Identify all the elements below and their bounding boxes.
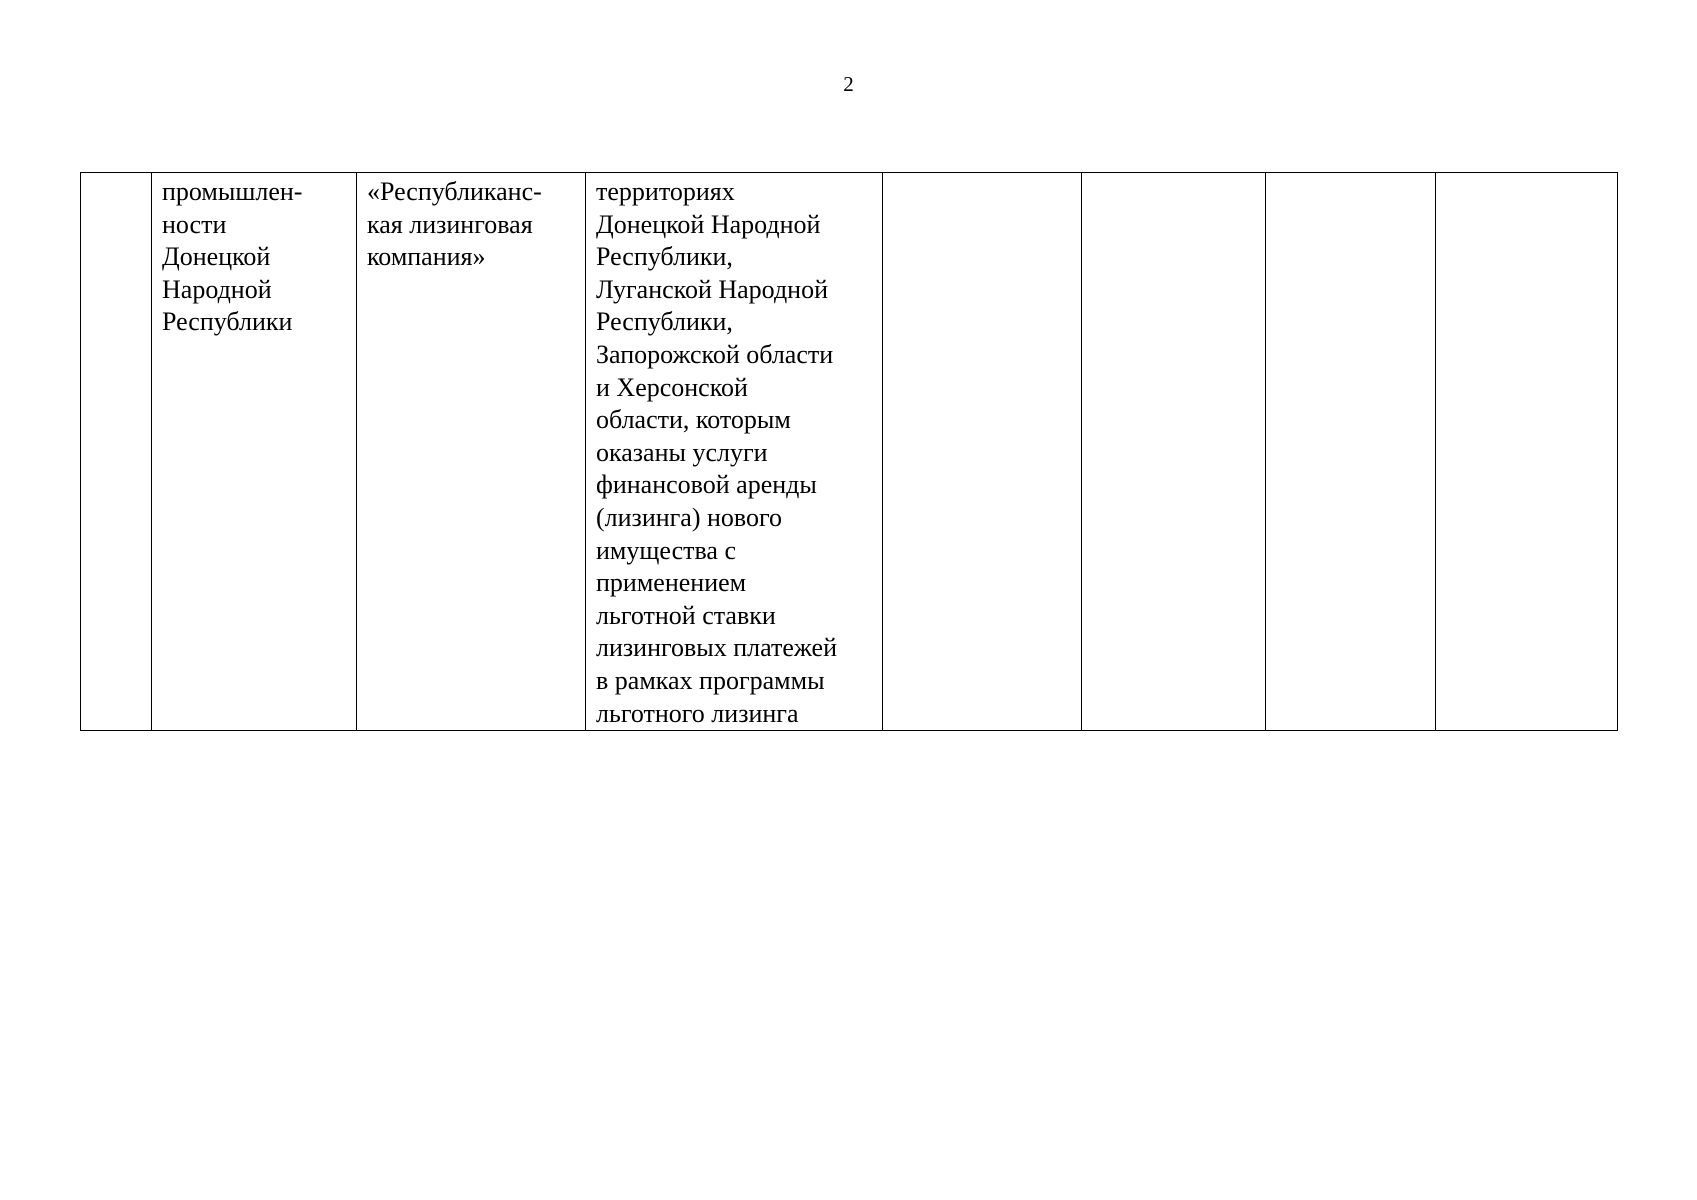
cell-text-line: области, которым — [596, 405, 791, 435]
cell-empty-5 — [883, 173, 1082, 731]
cell-empty-8 — [1436, 173, 1618, 731]
cell-text-line: Запорожской области — [596, 339, 834, 369]
cell-number — [81, 173, 152, 731]
cell-text-line: Донецкой — [162, 242, 271, 272]
cell-text-line: Народной — [162, 274, 272, 304]
cell-text-line: льготной ставки — [596, 600, 776, 630]
cell-text-line: лизинговых платежей — [596, 633, 837, 663]
cell-text-line: и Херсонской — [596, 372, 748, 402]
cell-text-line: Республики, — [596, 307, 733, 337]
cell-text-line: компания» — [367, 242, 486, 272]
cell-organization — [357, 173, 586, 731]
cell-text-line: кая лизинговая — [367, 209, 533, 239]
cell-text-line: в рамках программы — [596, 665, 825, 695]
cell-text-line: ности — [162, 209, 227, 239]
cell-text-line: применением — [596, 568, 747, 598]
cell-text-line: Донецкой Народной — [596, 209, 821, 239]
cell-text-line: Республики, — [596, 242, 733, 272]
cell-text-line: промышлен- — [162, 177, 303, 206]
cell-text-line: финансовой аренды — [596, 470, 817, 500]
page-number: 2 — [843, 72, 854, 96]
cell-text-line: Республики — [162, 307, 293, 337]
cell-text-line: льготного лизинга — [596, 698, 799, 728]
cell-empty-6 — [1082, 173, 1266, 731]
cell-text-line: оказаны услуги — [596, 437, 768, 467]
cell-text-line: имущества с — [596, 535, 736, 565]
cell-indicator — [586, 173, 883, 731]
cell-text-line: (лизинга) нового — [596, 502, 783, 532]
cell-text-line: территориях — [596, 177, 735, 206]
data-table — [80, 172, 1618, 731]
table-row — [81, 173, 1618, 731]
cell-text-line: Луганской Народной — [596, 274, 828, 304]
cell-industry — [152, 173, 357, 731]
cell-text-line: «Республиканс- — [367, 177, 542, 206]
cell-empty-7 — [1266, 173, 1436, 731]
